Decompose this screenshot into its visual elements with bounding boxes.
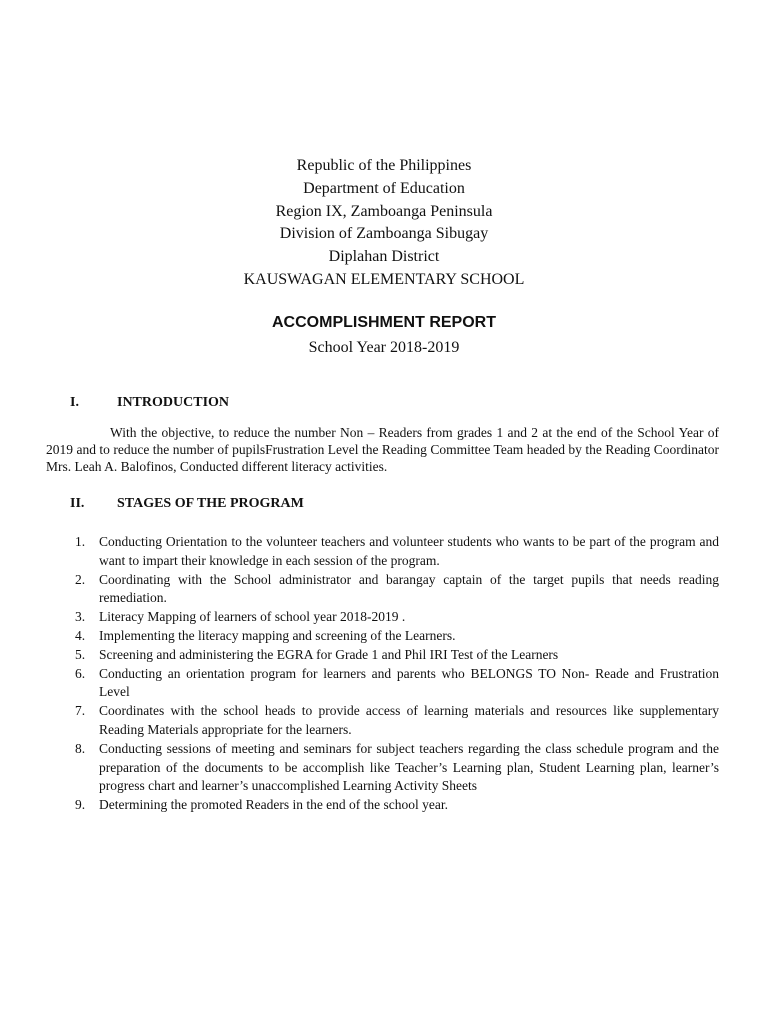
list-item-number: 5.: [75, 646, 86, 662]
list-item-number: 3.: [75, 609, 86, 625]
list-item-number: 9.: [75, 797, 86, 813]
list-item: [46, 796, 719, 815]
list-item: [46, 608, 719, 627]
report-title: ACCOMPLISHMENT REPORT: [272, 314, 496, 331]
list-item-text: Implementing the literacy mapping and screening of the Learners.: [99, 627, 456, 643]
list-item-text: Screening and administering the EGRA for Grade 1 and Phil IRI Test of the Learners: [99, 646, 559, 662]
letterhead-school-name: KAUSWAGAN ELEMENTARY SCHOOL: [243, 270, 525, 288]
list-item-number: 7.: [75, 703, 86, 719]
section-number: I.: [70, 395, 79, 410]
list-item: [46, 665, 719, 703]
list-item: [46, 533, 719, 571]
list-item-number: 1.: [75, 534, 86, 549]
letterhead-division: Division of Zamboanga Sibugay: [279, 225, 489, 243]
list-item-text: Coordinates with the school heads to provide access of learning materials and resources like supplementary Reading Materials appropriate for the learners.: [99, 703, 719, 737]
list-item: [46, 702, 719, 740]
list-item: [46, 646, 719, 665]
letterhead: [0, 155, 768, 292]
letterhead-country: Republic of the Philippines: [296, 157, 472, 174]
stages-list: [46, 533, 719, 815]
list-item-text: Conducting Orientation to the volunteer teachers and volunteer students who wants to be part of the program and want to impart their knowledge in each session of the program.: [99, 534, 719, 568]
section-stages-heading: [70, 495, 304, 513]
section-title: INTRODUCTION: [117, 395, 230, 410]
list-item-text: Literacy Mapping of learners of school year 2018-2019 .: [99, 609, 406, 625]
list-item: [46, 627, 719, 646]
list-item-text: Coordinating with the School administrator and barangay captain of the target pupils that needs reading remediation.: [99, 571, 719, 606]
introduction-paragraph: With the objective, to reduce the number Non – Readers from grades 1 and 2 at the end of the School Year of 2019 and to reduce the number of pupilsFrustration Level the Reading Committee Team headed by the Reading Coordinator Mrs. Leah A. Balofinos, Conducted different literacy activities.: [46, 425, 719, 474]
list-item-number: 2.: [75, 571, 86, 587]
list-item-number: 6.: [75, 665, 86, 681]
section-introduction-heading: [70, 394, 229, 412]
list-item-text: Conducting an orientation program for learners and parents who BELONGS TO Non- Reade and Frustration Level: [99, 665, 719, 700]
report-school-year: School Year 2018-2019: [308, 339, 460, 356]
list-item-number: 8.: [75, 740, 86, 756]
letterhead-department: Department of Education: [303, 179, 465, 197]
list-item-text: Determining the promoted Readers in the end of the school year.: [99, 797, 449, 813]
list-item-number: 4.: [75, 627, 86, 643]
letterhead-region: Region IX, Zamboanga Peninsula: [275, 202, 493, 220]
letterhead-district: Diplahan District: [328, 248, 440, 266]
section-title: STAGES OF THE PROGRAM: [117, 496, 304, 511]
list-item-text: Conducting sessions of meeting and seminars for subject teachers regarding the class schedule program and the preparation of the documents to be accomplish like Teacher’s Learning plan, Student Learning plan, learner’s progress chart and learner’s unaccomplished Learning Activity Sheets: [99, 740, 719, 794]
section-number: II.: [70, 496, 85, 511]
list-item: [46, 571, 719, 609]
list-item: [46, 740, 719, 796]
